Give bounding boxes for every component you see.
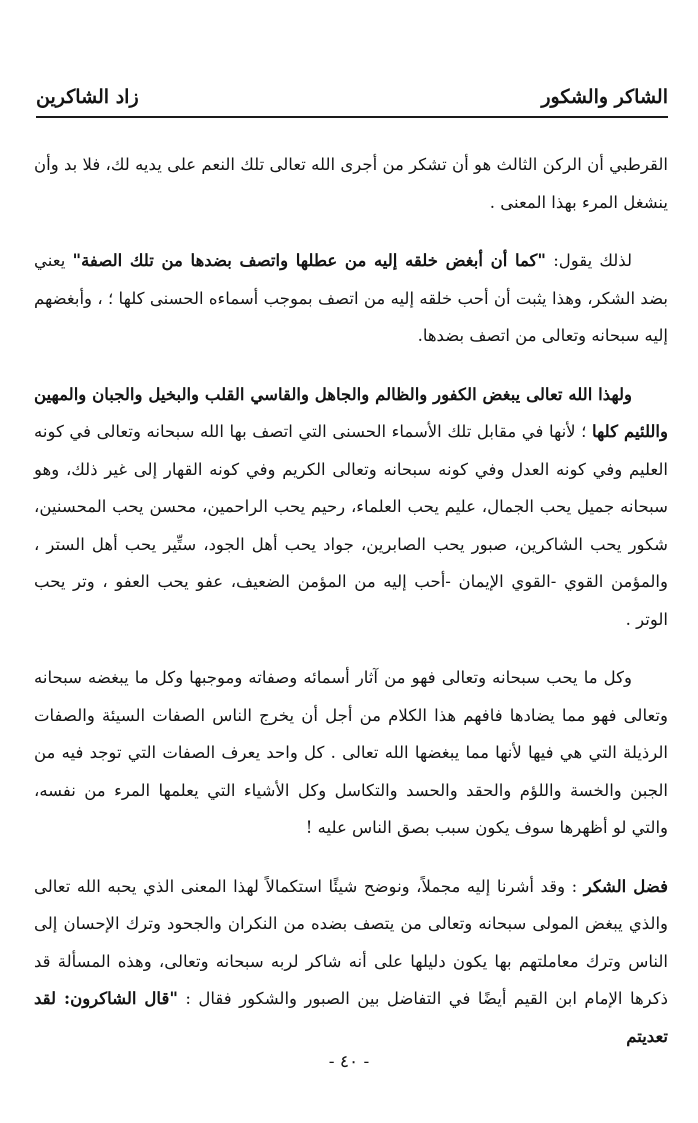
paragraph-1-text: القرطبي أن الركن الثالث هو أن تشكر من أجرى الله تعالى تلك النعم على يديه لك، فلا بد وأن ينشغل المرء بهذا المعنى . <box>34 155 668 212</box>
paragraph-2-intro: لذلك يقول: <box>546 251 632 270</box>
paragraph-3 <box>34 376 668 639</box>
paragraph-1 <box>34 146 668 221</box>
paragraph-3-bold: ولهذا الله تعالى يبغض الكفور والظالم والجاهل والقاسي القلب والبخيل والجبان والمهين واللئيم كلها <box>34 384 668 441</box>
section-heading-virtue-of-gratitude: فضل الشكر <box>583 876 668 896</box>
page-number: - ٤٠ - <box>328 1052 370 1072</box>
page-body <box>34 146 668 1076</box>
paragraph-5-rest: : وقد أشرنا إليه مجملاً، ونوضح شيئًا استكمالاً لهذا المعنى الذي يحبه الله تعالى والذي يبغض المولى سبحانه وتعالى من يتصف بضده من النكران والجحود وترك الإحسان إلى الناس وترك معاملتهم بها يكون دليلها على أنه شاكر لربه سبحانه وتعالى، وهذه المسألة قد ذكرها الإمام ابن القيم أيضًا في التفاضل بين الصبور والشكور فقال : <box>34 876 668 1008</box>
chapter-title: الشاكر والشكور <box>541 86 668 108</box>
paragraph-5 <box>34 868 668 1056</box>
paragraph-5-quote: "قال الشاكرون: لقد تعديتم <box>34 989 668 1046</box>
paragraph-2-quote: "كما أن أبغض خلقه إليه من عطلها واتصف بضدها من تلك الصفة" <box>72 251 547 270</box>
paragraph-4-text: وكل ما يحب سبحانه وتعالى فهو من آثار أسمائه وصفاته وموجبها وكل ما يبغضه سبحانه وتعالى فهو مما يضادها فافهم هذا الكلام من أجل أن يخرج الناس الصفات السيئة والصفات الرذيلة التي هي فيها لأنها مما يبغضها الله تعالى . كل واحد يعرف الصفات التي توجد فيه من الجبن والخسة واللؤم والحقد والحسد والتكاسل وكل الأشياء التي يعلمها المرء من نفسه، والتي لو أظهرها سوف يكون سبب بصق الناس عليه ! <box>34 668 668 837</box>
book-title: زاد الشاكرين <box>36 86 139 108</box>
paragraph-3-rest: ؛ لأنها في مقابل تلك الأسماء الحسنى التي اتصف بها الله سبحانه وتعالى في كونه العليم وفي كونه العدل وفي كونه سبحانه وتعالى الكريم وفي كونه القهار إلى غير ذلك، وهو سبحانه جميل يحب الجمال، عليم يحب العلماء، رحيم يحب الراحمين، محسن يحب المحسنين، شكور يحب الشاكرين، صبور يحب الصابرين، جواد يحب أهل الجود، ستِّير يحب أهل الستر ، والمؤمن القوي -القوي الإيمان -أحب إليه من المؤمن الضعيف، عفو يحب العفو ، وتر يحب الوتر . <box>34 422 668 629</box>
paragraph-2 <box>34 242 668 355</box>
paragraph-4 <box>34 659 668 847</box>
page-header <box>36 86 668 118</box>
paragraph-2-rest: يعني بضد الشكر، وهذا يثبت أن أحب خلقه إليه من اتصف بموجب أسماءه الحسنى كلها ؛ ، وأبغضهم إليه سبحانه وتعالى من اتصف بضدها. <box>34 251 668 345</box>
